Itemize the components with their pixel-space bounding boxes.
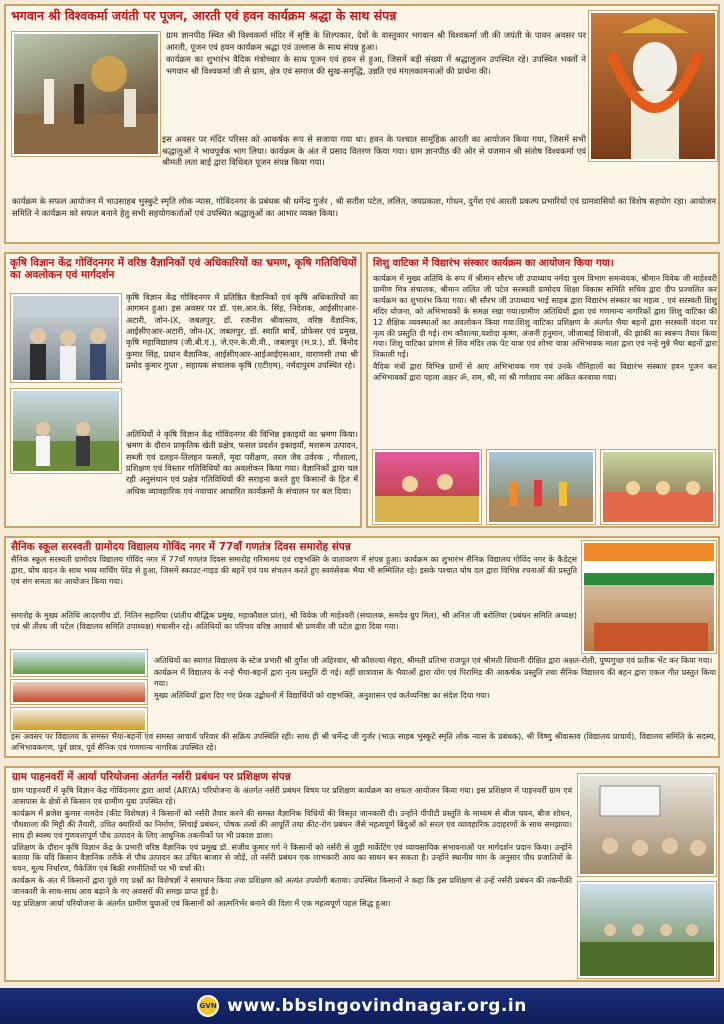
lab-illustration <box>13 296 121 382</box>
paragraph: कार्यक्रम के अंत में किसानों द्वारा पूछे गए प्रश्नों का विशेषज्ञों ने समाधान किया तथा प्रशिक्षण को अत्यंत उपयोगी बताया। उपस्थित किसानों ने कहा कि इस प्रशिक्षण से उन्हें नर्सरी प्रबंधन की तकनीकी जानकारी के साथ-साथ आय बढ़ाने के नए अवसरों की समझ प्राप्त हुई है। <box>12 876 572 897</box>
section-body-continued <box>12 134 586 170</box>
photo-republic-day-stage <box>582 541 716 653</box>
procession-illustration <box>489 452 595 524</box>
photo-havan-parents <box>601 450 715 524</box>
photo-yoga-pyramid <box>11 708 147 732</box>
photo-children-tableau <box>373 450 481 524</box>
photo-parade-2 <box>11 680 147 704</box>
section-body <box>11 555 577 589</box>
section-nursery-training <box>4 766 720 982</box>
paragraph: यह प्रशिक्षण आर्या परियोजना के अंतर्गत ग्रामीण युवाओं एवं किसानों को आत्मनिर्भर बनाने की दिशा में एक महत्वपूर्ण पहल सिद्ध हुआ। <box>12 899 391 909</box>
paragraph: मुख्य अतिथियों द्वारा दिए गए प्रेरक उद्बोधनों में विद्यार्थियों को राष्ट्रभक्ति, अनुशासन एवं कर्तव्यनिष्ठा का संदेश दिया गया। <box>154 690 490 700</box>
photo-vishwakarma-idol <box>589 11 717 161</box>
paragraph: प्रशिक्षण के दौरान कृषि विज्ञान केंद्र के प्रभारी वरिष्ठ वैज्ञानिक एवं प्रमुख डॉ. संजीव कुमार गर्ग ने किसानों को नर्सरी से जुड़ी मार्केटिंग एवं व्यावसायिक संभावनाओं पर मार्गदर्शन प्रदान किया। उन्होंने बताया कि यदि किसान वैज्ञानिक तरीके से पौध उत्पादन कर उचित बाजार से जोड़ें, तो नर्सरी प्रबंधन एक लाभकारी आय का साधन बन सकता है। उन्होंने स्थानीय मांग के अनुसार पौध प्रजातियों के चयन, मूल्य निर्धारण, पैकेजिंग एवं बिक्री रणनीतियों पर भी चर्चा की। <box>12 842 572 874</box>
paragraph: कार्यक्रम में ब्रजेश कुमार नामदेव (कीट विशेषज्ञ) ने किसानों को नर्सरी तैयार करने की समस्त वैज्ञानिक विधियों की विस्तृत जानकारी दी। उन्होंने पीपीटी प्रस्तुति के माध्यम से बीज चयन, बीज शोधन, पौधशाला की मिट्टी की तैयारी, उचित क्यारियों का निर्माण, सिंचाई प्रबंधन, पोषक तत्वों की आपूर्ति तथा कीट-रोग प्रबंधन जैसे महत्वपूर्ण बिंदुओं को सरल एवं व्यावहारिक उदाहरणों के साथ समझाया। साथ ही स्वस्थ एवं गुणवत्तापूर्ण पौध उत्पादन के लिए आधुनिक तकनीकों पर भी प्रकाश डाला। <box>12 808 572 840</box>
section-body-lower <box>126 429 358 498</box>
photo-field-visit <box>578 882 716 978</box>
paragraph: ग्राम पाहनवर्री में कृषि विज्ञान केंद्र गोविंदनगर द्वारा आर्या (ARYA) परियोजना के अंतर्गत नर्सरी प्रबंधन विषय पर प्रशिक्षण कार्यक्रम का सफल आयोजन किया गया। इस प्रशिक्षण में पाहनवर्री ग्राम एवं आसपास के क्षेत्रों से किसान एवं ग्रामीण युवा उपस्थित रहे। <box>12 786 572 806</box>
section-body-cultural <box>154 656 716 703</box>
section-title: सैनिक स्कूल सरस्वती ग्रामोदय विद्यालय गोविंद नगर में 77वाँ गणतंत्र दिवस समारोह संपन्न <box>11 541 351 553</box>
classroom-illustration <box>580 776 716 876</box>
paragraph: इस अवसर पर मंदिर परिसर को आकर्षक रूप से सजाया गया था। हवन के पश्चात सामूहिक आरती का आयोजन किया गया, जिसमें सभी श्रद्धालुओं ने भावपूर्वक भाग लिया। कार्यक्रम के अंत में प्रसाद वितरण किया गया। ग्राम ज्ञानपीठ की ओर से यजमान श्री संतोष विश्वकर्मा एवं श्रीमती लता बाई द्वारा विधिवत पूजन संपन्न किया गया। <box>162 134 586 168</box>
section-body <box>166 30 586 78</box>
paragraph: इस अवसर पर विद्यालय के समस्त भैया-बहनों एवं समस्त आचार्य परिवार की सक्रिय उपस्थिति रही। साथ ही श्री धर्मेन्द्र जी गुर्जर (भाऊ साहब भुस्कुटे स्मृति लोक न्यास के प्रबंधक), श्री विष्णु श्रीवास्तव (विद्यालय प्राचार्य), विद्यालय समिति के सदस्य, अभिभावकगण, पूर्व छात्र, पूर्व सैनिक एवं गणमान्य नागरिक उपस्थित रहे। <box>11 732 716 752</box>
farm-illustration <box>13 391 121 473</box>
section-body-guests <box>11 611 577 634</box>
photo-parade-1 <box>11 650 147 676</box>
section-body <box>126 292 358 372</box>
section-vidyarambh-sanskar <box>366 252 720 528</box>
paragraph: समारोह के मुख्य अतिथि आदरणीय डॉ. नितिन सहारिया (प्रांतीय बौद्धिक प्रमुख, महाकौशल प्रांत), श्री विवेक जी माहेश्वरी (संचालक, समदेव ग्रुप मिल), श्री अनिल जी बरोलिया (प्रबंधन समिति अध्यक्ष) एवं श्री तीरथ जी पटेल (विद्यालय समिति उपाध्यक्ष) मंचासीन रहे। अतिथियों का परिचय वरिष्ठ आचार्य श्री प्रणवीर जी पटेल द्वारा दिया गया। <box>11 611 577 631</box>
tableau-illustration <box>375 452 481 524</box>
idol-illustration <box>591 13 717 161</box>
section-body-closing <box>11 732 716 755</box>
photo-training-classroom <box>578 774 716 876</box>
footer-bar <box>0 988 724 1024</box>
section-title: कृषि विज्ञान केंद्र गोविंदनगर में वरिष्ठ वैज्ञानिकों एवं अधिकारियों का भ्रमण, कृषि गतिविधियों का अवलोकन एवं मार्गदर्शन <box>10 257 357 282</box>
photo-scientists-lab <box>11 294 121 382</box>
paragraph: कार्यक्रम में विद्यालय के नन्हे भैया-बहनों द्वारा नृत्य प्रस्तुति दी गई। वहीं छात्रावास के भैयाओं द्वारा योग एवं पिरामिड की आकर्षक प्रस्तुति तथा सैनिक विद्यालय की बहन द्वारा एकल गीत प्रस्तुत किया गया। <box>154 667 716 688</box>
website-link[interactable]: www.bbslngovindnagar.org.in <box>227 996 527 1016</box>
paragraph: कार्यक्रम में मुख्य अतिथि के रूप में श्रीमान सौरभ जी उपाध्याय नर्मदा पुरम विभाग समन्वयक, श्रीमान विवेक जी माहेश्वरी ग्रामीण मित्र संचालक, श्रीमान ललित जी पटेल सरस्वती ग्रामोदय शिक्षा विकास समिति सचिव द्वारा दीप प्रज्वलित कर कार्यक्रम का शुभारंभ किया गया। श्री सौरभ जी उपाध्याय भाई साहब द्वारा विद्यारंभ संस्कार का महत्व , एवं सरस्वती शिशु मंदिर योजना, को अभिभावकों के समक्ष रखा गया।ग्रामीण अतिथियों द्वारा एवं गणमान्य नागरिकों द्वारा शिशु वाटिका की 12 शैक्षिक व्यवस्थाओं का अवलोकन किया गया।शिशु वाटिका प्रशिक्षण के अंतर्गत भैया बहनों द्वारा सरस्वती वंदना पर नृत्य की प्रस्तुति दी गई। राम कौशल्या,यशोदा कृष्ण, अंजनी हनुमान, जीजाबाई शिवाजी, की झांकी का स्वरूप तैयार किया गया। शिशु वाटिका प्रांगण से शिव मंदिर तक पेट यात्रा एवं शोभा यात्रा अभिभावक माता द्वारा एवं नन्हे मुन्ने भैया बहनों द्वारा निकाली गई। <box>373 274 717 360</box>
paragraph: अतिथियों का स्वागत विद्यालय के स्टेज प्रभारी श्री दुर्गेश जी अहिरवार, श्री कौशल्या मेहरा, श्रीमती प्रतिभा राजपूत एवं श्रीमती शिवानी दीक्षित द्वारा अक्षत-रोली, पुष्पगुच्छ एवं प्रतीक भेंट कर किया गया। <box>154 656 713 665</box>
photo-procession <box>487 450 595 524</box>
section-vishwakarma-jayanti <box>4 4 720 244</box>
section-title: ग्राम पाहनवर्री में आर्या परियोजना अंतर्गत नर्सरी प्रबंधन पर प्रशिक्षण संपन्न <box>12 771 291 783</box>
paragraph: अतिथियों ने कृषि विज्ञान केंद्र गोविंदनगर की विभिन्न इकाइयों का भ्रमण किया। भ्रमण के दौरान प्राकृतिक खेती प्रक्षेत्र, फसल प्रदर्शन इकाइयाँ, मशरूम उत्पादन, सब्जी एवं दलहन-तिलहन फसलें, मृदा परीक्षण, तरल जैव उर्वरक , गौशाला, प्रशिक्षण एवं विस्तार गतिविधियों का अवलोकन किया गया। वैज्ञानिकों द्वारा चल रही अनुसंधान एवं प्रक्षेत्र गतिविधियों की सराहना करते हुए किसानों के हित में अधिक व्यावहारिक एवं नवाचार आधारित कार्यक्रमों के संचालन पर बल दिया। <box>126 429 358 496</box>
section-body <box>373 274 717 385</box>
paragraph: कार्यक्रम के सफल आयोजन में भाउसाहब भुस्कुटे स्मृति लोक न्यास, गोविंदनगर के प्रबंधक श्री धर्मेन्द्र गुर्जर , श्री सतीश पटेल, ललित, जयप्रकाश, गोधन, दुर्गेश एवं आरती प्रकल्प प्रभारियों एवं ग्रामवासियों का विशेष सहयोग रहा। आयोजन समिति ने कार्यक्रम को सफल बनाने हेतु सभी सहयोगकर्ताओं एवं उपस्थित श्रद्धालुओं का आभार व्यक्त किया। <box>12 196 716 218</box>
section-republic-day <box>4 536 720 758</box>
paragraph: कार्यक्रम का शुभारंभ वैदिक मंत्रोच्चार के साथ पूजन एवं हवन से हुआ, जिसमें बड़ी संख्या में श्रद्धालुजन उपस्थित रहे। उपस्थित भक्तों ने भगवान श्री विश्वकर्मा जी से ग्राम, क्षेत्र एवं समाज की सुख-समृद्धि, उन्नति एवं मंगलकामनाओं की प्रार्थना की। <box>166 54 586 76</box>
paragraph: सैनिक स्कूल सरस्वती ग्रामोदय विद्यालय गोविंद नगर में 77वाँ गणतंत्र दिवस समारोह गरिमामय एवं राष्ट्रभक्ति के वातावरण में संपन्न हुआ। कार्यक्रम का शुभारंभ सैनिक विद्यालय गोविंद नगर के कैडेट्स द्वारा, घोष वादन के साथ भव्य मार्चिंग पेरेड से हुआ, जिसमें स्काउट-गाइड की बहनें एवं पथ संचलन करते हुए स्वयंसेवक भैया भी सम्मिलित रहे। इसके पश्चात घोष दल द्वारा विभिन्न रचनाओं की प्रस्तुति एवं संग समता का आयोजन किया गया। <box>11 555 577 586</box>
paragraph: ग्राम ज्ञानपीठ स्थित श्री विश्वकर्मा मंदिर में सृष्टि के शिल्पकार, देवों के वास्तुकार भगवान श्री विश्वकर्मा जी की जयंती के पावन अवसर पर आरती, पूजन एवं हवन कार्यक्रम श्रद्धा एवं उल्लास के साथ संपन्न हुआ। <box>166 30 586 52</box>
section-body <box>12 786 572 911</box>
organization-logo-icon: GVN <box>197 995 219 1017</box>
paragraph: कृषि विज्ञान केंद्र गोविंदनगर में प्रतिष्ठित वैज्ञानिकों एवं कृषि अधिकारियों का आगमन हुआ। इस अवसर पर डॉ. एस.आर.के. सिंह, निदेशक, आईसीएआर-अटारी, जोन-IX, जबलपुर, डॉ. रजनीश श्रीवास्तव, वरिष्ठ वैज्ञानिक, आईसीएआर-अटारी, जोन-IX, जबलपुर, डॉ. स्वाति बार्चे, प्रोफेसर एवं प्रमुख, कृषि महाविद्यालय (जी.बी.ए.), जे.एन.के.वी.वी., जबलपुर (म.प्र.), डॉ. बिनोद कुमार सिंह, प्रधान वैज्ञानिक, आईसीएआर-आईआईएसआर, वाराणसी तथा श्री प्रमोद कुमार गुप्ता , सहायक संचालक कृषि (एटीएम), नर्मदापुरम उपस्थित रहे। <box>126 292 358 370</box>
section-title: भगवान श्री विश्वकर्मा जयंती पर पूजन, आरती एवं हवन कार्यक्रम श्रद्धा के साथ संपन्न <box>11 8 397 23</box>
parents-illustration <box>603 452 715 524</box>
stage-illustration <box>584 543 716 653</box>
section-title: शिशु वाटिका में विद्यारंभ संस्कार कार्यक्रम का आयोजन किया गया। <box>373 258 614 269</box>
photo-farm-inspection <box>11 389 121 473</box>
paragraph: वैदिक मंत्रों द्वारा विभिन्न ग्रामों से आए अभिभावक गण एवं उनके नौनिहालों का विद्यारंभ संस्कार हवन पूजन कर अभिभावकों द्वारा पहला अक्षर ॐ, राम, श्री, मां श्री गणेशाय नमः अंकित करवाया गया। <box>373 362 717 383</box>
field-illustration <box>580 884 716 978</box>
section-kvk-visit <box>4 252 362 528</box>
section-body-footer <box>12 196 716 220</box>
